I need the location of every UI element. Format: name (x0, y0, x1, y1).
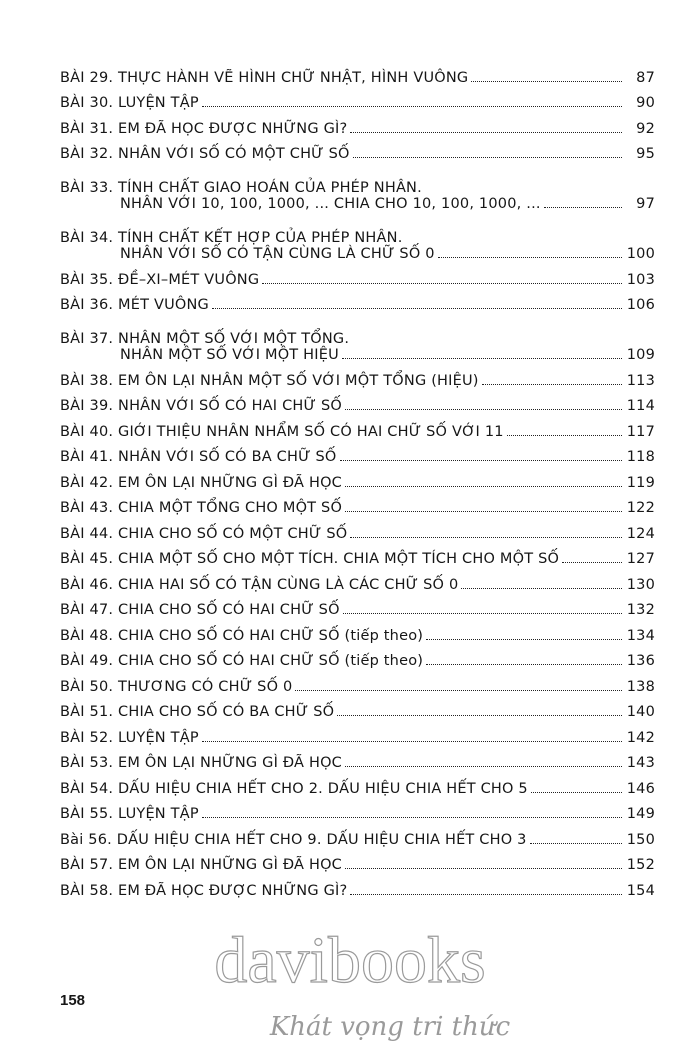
dot-leader (202, 741, 622, 742)
toc-entry-page: 87 (636, 69, 655, 86)
toc-entry-title: BÀI 35. ĐỀ–XI–MÉT VUÔNG (60, 271, 260, 288)
dot-leader (544, 207, 622, 208)
toc-entry-title: BÀI 32. NHÂN VỚI SỐ CÓ MỘT CHỮ SỐ (60, 146, 350, 162)
toc-entry-page: 100 (626, 246, 655, 262)
toc-entry-title: BÀI 51. CHIA CHO SỐ CÓ BA CHỮ SỐ (60, 704, 335, 720)
toc-entry-page: 124 (626, 525, 655, 542)
dot-leader (345, 766, 622, 767)
toc-entry (60, 111, 655, 137)
dot-leader (345, 868, 622, 869)
dot-leader (530, 843, 622, 844)
toc-entry (60, 491, 655, 517)
toc-entry-title: BÀI 48. CHIA CHO SỐ CÓ HAI CHỮ SỐ (tiếp theo) (60, 627, 424, 644)
toc-entry-title: BÀI 34. TÍNH CHẤT KẾT HỢP CỦA PHÉP NHÂN. (60, 230, 403, 246)
dot-leader (531, 792, 622, 793)
toc-entry (60, 414, 655, 440)
dot-leader (262, 283, 622, 284)
toc-entry-page: 146 (626, 780, 655, 797)
toc-entry-title: Bài 56. DẤU HIỆU CHIA HẾT CHO 9. DẤU HIỆU CHIA HẾT CHO 3 (60, 831, 527, 848)
toc-entry (60, 465, 655, 491)
toc-entry (60, 771, 655, 797)
toc-entry-page: 149 (626, 806, 655, 822)
toc-entry-page: 140 (626, 704, 655, 720)
dot-leader (212, 308, 622, 309)
toc-entry (60, 669, 655, 695)
toc-entry (60, 848, 655, 874)
toc-entry-title: BÀI 37. NHÂN MỘT SỐ VỚI MỘT TỔNG. (60, 331, 350, 347)
toc-entry (60, 440, 655, 466)
toc-entry-page: 90 (636, 95, 655, 111)
watermark-tagline: Khát vọng tri thức (269, 1012, 511, 1042)
toc-entry (60, 212, 655, 262)
toc-entry (60, 313, 655, 363)
toc-entry (60, 262, 655, 288)
toc-entry-subtitle: NHÂN VỚI 10, 100, 1000, ... CHIA CHO 10, 100, 1000, ... (120, 196, 541, 212)
toc-entry-page: 114 (626, 398, 655, 414)
toc-entry-page: 113 (626, 372, 655, 389)
toc-entry-page: 138 (626, 678, 655, 695)
toc-entry (60, 695, 655, 721)
toc-entry-page: 127 (626, 551, 655, 567)
dot-leader (340, 460, 622, 461)
toc-entry-title: BÀI 38. EM ÔN LẠI NHÂN MỘT SỐ VỚI MỘT TỔNG (HIỆU) (60, 372, 479, 389)
publisher-watermark (150, 920, 550, 1050)
toc-entry (60, 746, 655, 772)
toc-entry-page: 97 (636, 196, 655, 212)
toc-entry-page: 136 (626, 653, 655, 669)
toc-entry (60, 797, 655, 823)
toc-entry (60, 542, 655, 568)
toc-entry-title: BÀI 58. EM ĐÃ HỌC ĐƯỢC NHỮNG GÌ? (60, 882, 348, 899)
toc-entry-page: 152 (626, 857, 655, 873)
toc-entry-page: 132 (626, 602, 655, 618)
toc-entry (60, 363, 655, 389)
toc-entry-title: BÀI 45. CHIA MỘT SỐ CHO MỘT TÍCH. CHIA MỘT TÍCH CHO MỘT SỐ (60, 551, 560, 567)
toc-entry (60, 873, 655, 899)
toc-entry-page: 130 (626, 576, 655, 593)
toc-entry-title: BÀI 55. LUYỆN TẬP (60, 806, 199, 822)
toc-entry-title: BÀI 57. EM ÔN LẠI NHỮNG GÌ ĐÃ HỌC (60, 857, 343, 873)
toc-entry-subtitle: NHÂN MỘT SỐ VỚI MỘT HIỆU (120, 347, 339, 363)
dot-leader (343, 613, 622, 614)
toc-entry-page: 117 (626, 423, 655, 440)
toc-entry-title: BÀI 30. LUYỆN TẬP (60, 95, 199, 111)
toc-entry-page: 106 (626, 297, 655, 313)
toc-entry-title: BÀI 43. CHIA MỘT TỔNG CHO MỘT SỐ (60, 500, 343, 516)
toc-entry-title: BÀI 36. MÉT VUÔNG (60, 297, 209, 313)
toc-entry (60, 60, 655, 86)
dot-leader (471, 81, 622, 82)
toc-entry-page: 109 (626, 347, 655, 363)
toc-entry-title: BÀI 40. GIỚI THIỆU NHÂN NHẨM SỐ CÓ HAI CHỮ SỐ VỚI 11 (60, 423, 504, 440)
dot-leader (438, 257, 622, 258)
toc-entry-page: 118 (626, 449, 655, 465)
toc-entry-page: 119 (626, 474, 655, 491)
toc-entry-page: 142 (626, 729, 655, 746)
dot-leader (353, 157, 622, 158)
toc-entry-page: 95 (636, 146, 655, 162)
dot-leader (350, 132, 622, 133)
dot-leader (507, 435, 622, 436)
dot-leader (350, 894, 622, 895)
table-of-contents (60, 60, 655, 899)
dot-leader (202, 106, 622, 107)
dot-leader (562, 562, 622, 563)
toc-entry-subtitle: NHÂN VỚI SỐ CÓ TẬN CÙNG LÀ CHỮ SỐ 0 (120, 246, 435, 262)
toc-entry-title: BÀI 39. NHÂN VỚI SỐ CÓ HAI CHỮ SỐ (60, 398, 342, 414)
dot-leader (342, 358, 622, 359)
toc-entry-title: BÀI 47. CHIA CHO SỐ CÓ HAI CHỮ SỐ (60, 602, 340, 618)
dot-leader (345, 409, 622, 410)
toc-entry-page: 154 (626, 882, 655, 899)
dot-leader (461, 588, 622, 589)
toc-entry-title: BÀI 44. CHIA CHO SỐ CÓ MỘT CHỮ SỐ (60, 525, 348, 542)
toc-entry (60, 593, 655, 619)
page-number: 158 (60, 992, 86, 1009)
toc-entry-page: 143 (626, 755, 655, 771)
toc-entry-page: 122 (626, 500, 655, 516)
toc-entry-page: 103 (626, 271, 655, 288)
toc-entry-title: BÀI 50. THƯƠNG CÓ CHỮ SỐ 0 (60, 678, 293, 695)
toc-entry-title: BÀI 46. CHIA HAI SỐ CÓ TẬN CÙNG LÀ CÁC CHỮ SỐ 0 (60, 576, 459, 593)
toc-entry (60, 822, 655, 848)
toc-entry (60, 288, 655, 314)
toc-entry-page: 92 (636, 120, 655, 137)
toc-entry-title: BÀI 33. TÍNH CHẤT GIAO HOÁN CỦA PHÉP NHÂN. (60, 180, 422, 196)
toc-entry-title: BÀI 54. DẤU HIỆU CHIA HẾT CHO 2. DẤU HIỆU CHIA HẾT CHO 5 (60, 780, 528, 797)
dot-leader (337, 715, 622, 716)
dot-leader (482, 384, 622, 385)
dot-leader (345, 511, 622, 512)
toc-entry-title: BÀI 53. EM ÔN LẠI NHỮNG GÌ ĐÃ HỌC (60, 755, 343, 771)
toc-entry-title: BÀI 29. THỰC HÀNH VẼ HÌNH CHỮ NHẬT, HÌNH VUÔNG (60, 69, 469, 86)
toc-entry-title: BÀI 49. CHIA CHO SỐ CÓ HAI CHỮ SỐ (tiếp theo) (60, 653, 424, 669)
watermark-brand: davibooks (214, 924, 486, 997)
toc-entry (60, 644, 655, 670)
toc-entry (60, 86, 655, 112)
toc-entry-title: BÀI 42. EM ÔN LẠI NHỮNG GÌ ĐÃ HỌC (60, 474, 343, 491)
dot-leader (426, 664, 622, 665)
dot-leader (345, 486, 622, 487)
dot-leader (202, 817, 622, 818)
toc-entry (60, 618, 655, 644)
toc-entry (60, 720, 655, 746)
dot-leader (295, 690, 622, 691)
toc-entry (60, 567, 655, 593)
toc-entry-page: 150 (626, 831, 655, 848)
dot-leader (426, 639, 622, 640)
toc-entry (60, 389, 655, 415)
toc-entry (60, 162, 655, 212)
toc-entry-title: BÀI 41. NHÂN VỚI SỐ CÓ BA CHỮ SỐ (60, 449, 337, 465)
dot-leader (350, 537, 622, 538)
toc-entry (60, 137, 655, 163)
toc-entry (60, 516, 655, 542)
toc-entry-title: BÀI 31. EM ĐÃ HỌC ĐƯỢC NHỮNG GÌ? (60, 120, 348, 137)
toc-entry-title: BÀI 52. LUYỆN TẬP (60, 729, 199, 746)
toc-entry-page: 134 (626, 627, 655, 644)
